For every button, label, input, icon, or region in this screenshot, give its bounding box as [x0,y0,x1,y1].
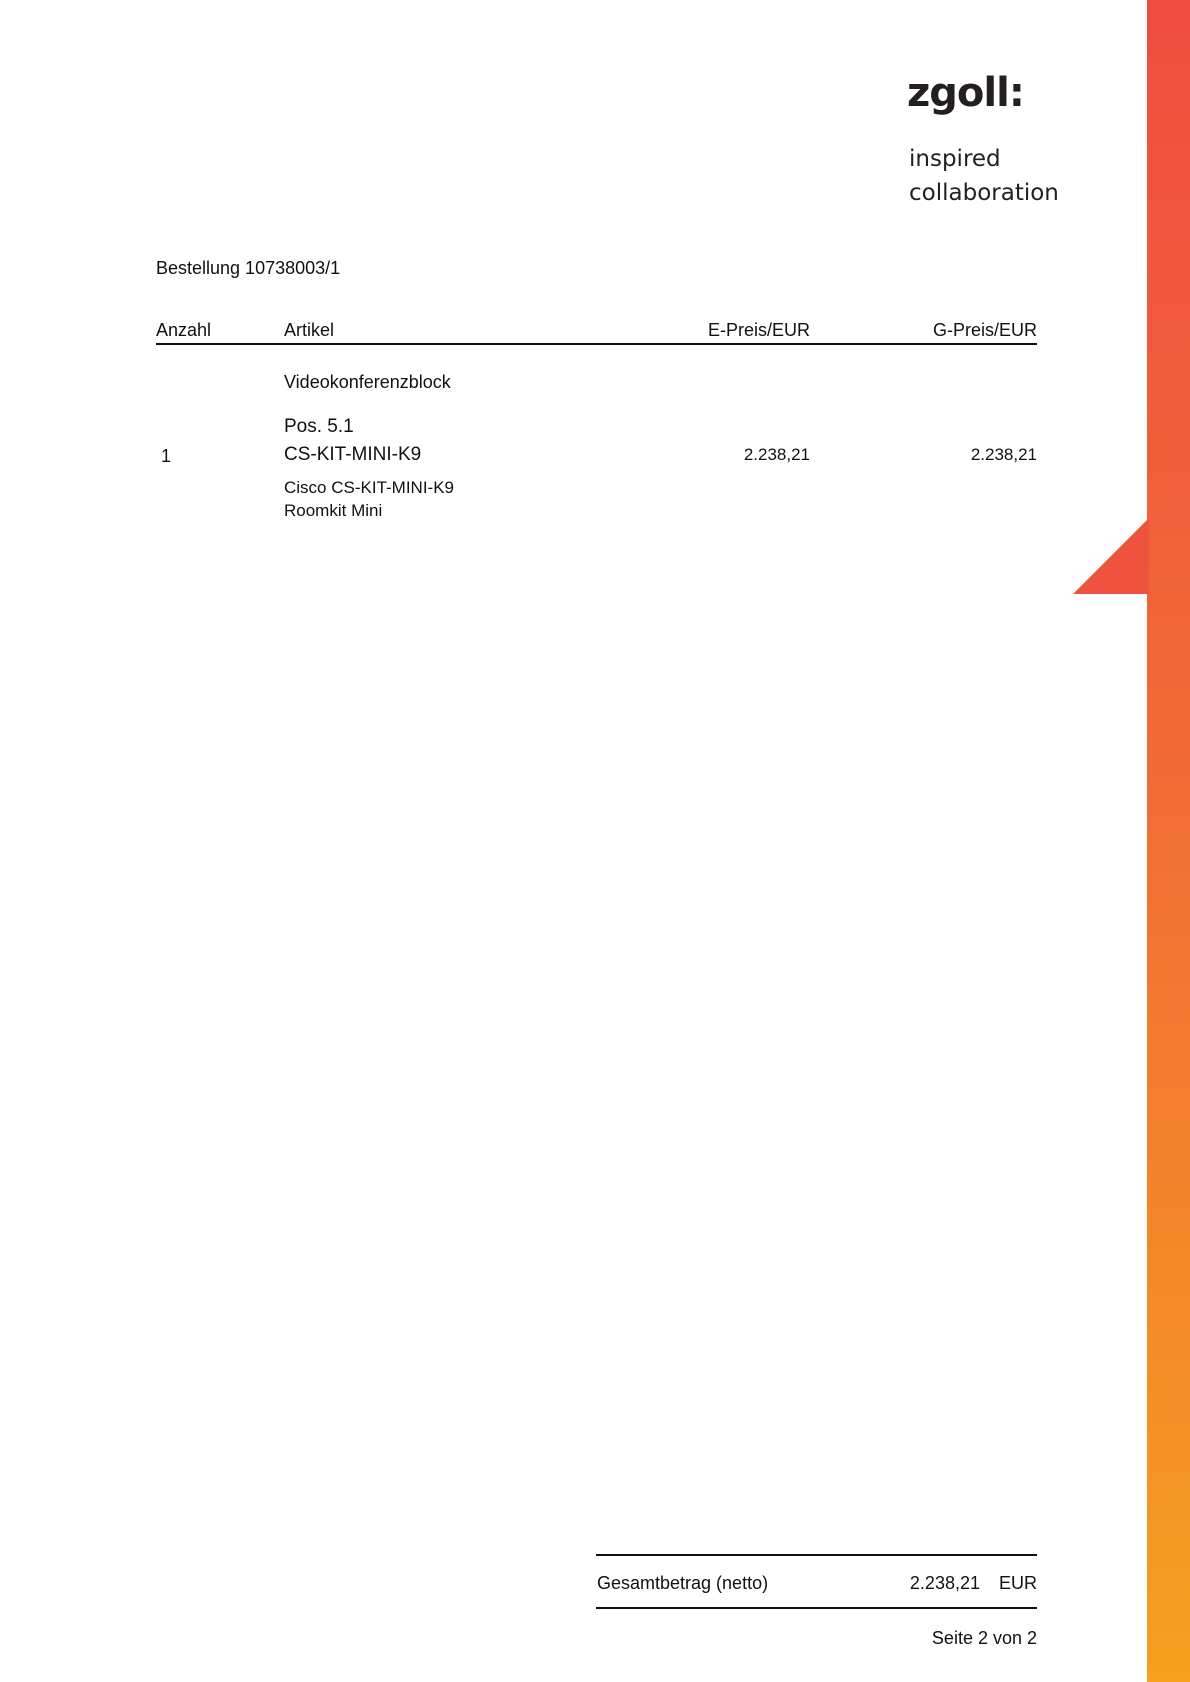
decorative-side-band [1147,0,1190,1682]
logo-tagline-line2: collaboration [909,180,1059,206]
item-article-number: CS-KIT-MINI-K9 [284,444,422,465]
item-description-line1: Cisco CS-KIT-MINI-K9 [284,478,455,497]
decorative-band-notch [1073,518,1149,594]
header-quantity: Anzahl [156,320,212,340]
logo-tagline-line1: inspired [909,146,1001,172]
header-divider [156,343,1037,345]
header-article: Artikel [284,320,335,340]
total-currency: EUR [998,1573,1037,1593]
totals-bottom-divider [596,1607,1037,1609]
company-logo-wordmark: zgoll: [907,70,1024,116]
total-amount: 2.238,21 [909,1573,980,1593]
item-group-title: Videokonferenzblock [284,372,451,392]
item-description-line2: Roomkit Mini [284,501,383,520]
totals-top-divider [596,1554,1037,1556]
header-total-price: G-Preis/EUR [932,320,1037,340]
item-quantity: 1 [161,446,172,466]
order-title: Bestellung 10738003/1 [156,258,341,278]
header-unit-price: E-Preis/EUR [707,320,810,340]
item-position: Pos. 5.1 [284,416,354,437]
total-label: Gesamtbetrag (netto) [597,1573,769,1593]
item-unit-price: 2.238,21 [743,445,810,464]
item-total-price: 2.238,21 [970,445,1037,464]
page-number: Seite 2 von 2 [931,1628,1037,1648]
